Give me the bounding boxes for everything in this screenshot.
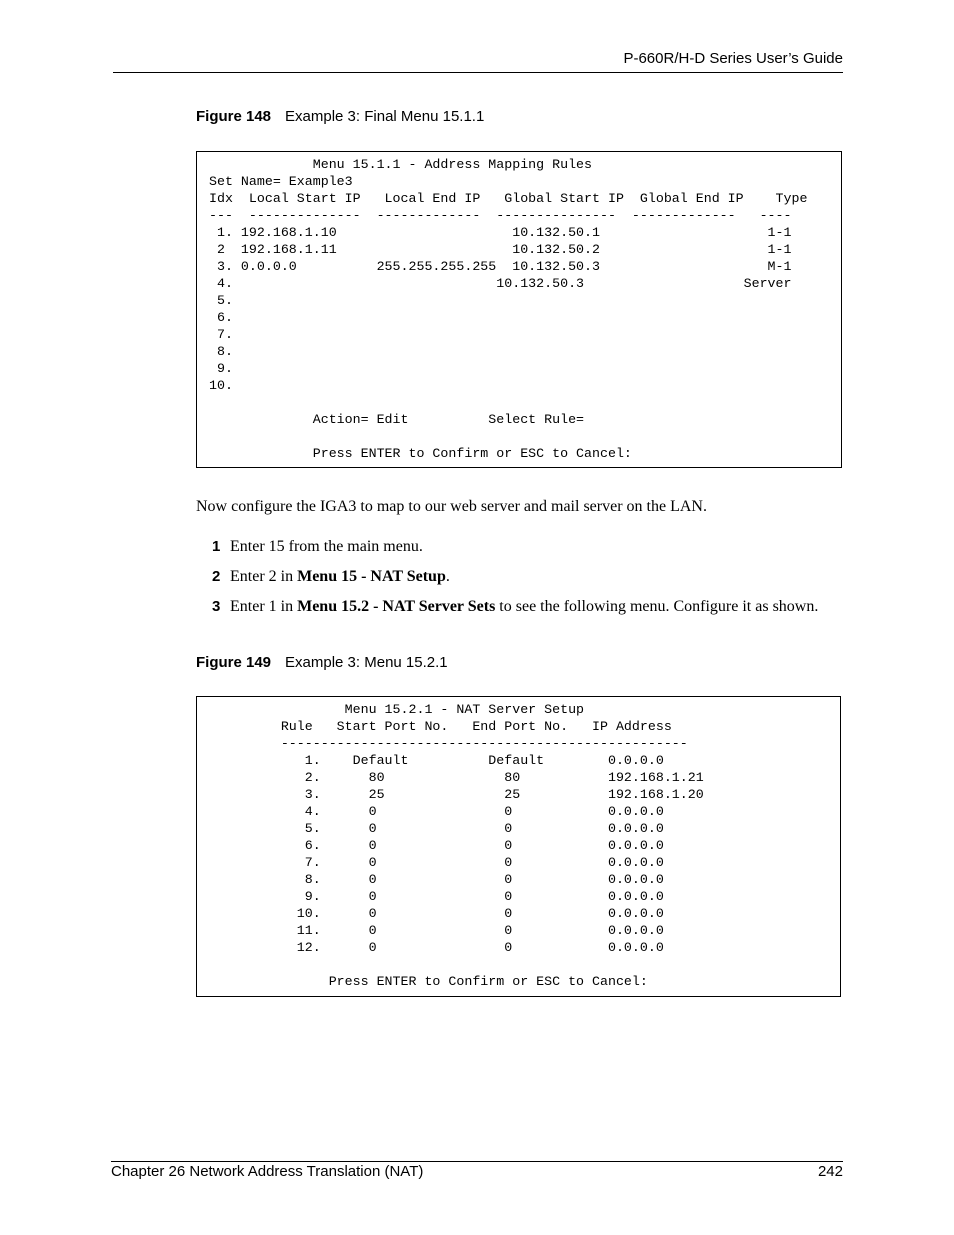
step-text: Enter 2 in xyxy=(230,568,298,585)
guide-title: P-660R/H-D Series User’s Guide xyxy=(623,50,843,67)
menu-15-2-1-text: Menu 15.2.1 - NAT Server Setup Rule Start Port No. End Port No. IP Address --------------------------------------------------- 1. Default Default 0.0.0.0 2. 80 80 192.168.1.21 3. 25 25 192.168.1.20 4. 0 0 0.0.0.0 5. 0 0 0.0.0.0 6. 0 0 0.0.0.0 7. 0 0 0.0.0.0 8. 0 0 0.0.0.0 9. 0 0 0.0.0.0 10. 0 0 0.0.0.0 11. 0 0 0.0.0.0 12. 0 0 0.0.0.0 Press ENTER to Confirm or ESC to Cancel: xyxy=(280,702,704,989)
step-number: 2 xyxy=(212,568,221,585)
figure-149-number: Figure 149 xyxy=(196,654,272,671)
chapter-title: Chapter 26 Network Address Translation (NAT) xyxy=(111,1163,424,1180)
step-2 xyxy=(196,567,846,587)
step-text: Enter 1 in xyxy=(230,598,298,615)
intro-paragraph: Now configure the IGA3 to map to our web server and mail server on the LAN. xyxy=(196,498,707,515)
figure-148-caption xyxy=(196,108,484,125)
step-list xyxy=(196,537,846,627)
step-text: Enter 15 from the main menu. xyxy=(230,538,423,555)
menu-15-1-1-text: Menu 15.1.1 - Address Mapping Rules Set Name= Example3 Idx Local Start IP Local End IP Global Start IP Global End IP Type --- -------------- ------------- --------------- ------------- ---- 1. 192.168.1.10 10.132.50.1 1-1 2 192.168.1.11 10.132.50.2 1-1 3. 0.0.0.0 255.255.255.255 10.132.50.3 M-1 4. 10.132.50.3 Server 5. 6. 7. 8. 9. 10. Action= Edit Select Rule= Press ENTER to Confirm or ESC to Cancel: xyxy=(209,157,808,461)
figure-149-caption xyxy=(196,654,448,671)
menu-reference: Menu 15.2 - NAT Server Sets xyxy=(297,598,496,615)
figure-148-number: Figure 148 xyxy=(196,108,272,125)
step-number: 1 xyxy=(212,538,221,555)
menu-15-1-1-screen xyxy=(196,151,842,468)
running-header xyxy=(113,50,843,73)
running-footer xyxy=(111,1161,843,1180)
menu-reference: Menu 15 - NAT Setup xyxy=(297,568,446,585)
step-3 xyxy=(196,597,846,617)
figure-149-title: Example 3: Menu 15.2.1 xyxy=(285,654,448,671)
menu-15-2-1-screen xyxy=(196,696,841,997)
step-number: 3 xyxy=(212,598,221,615)
page-number: 242 xyxy=(817,1163,843,1180)
figure-148-title: Example 3: Final Menu 15.1.1 xyxy=(285,108,485,125)
step-text-end: to see the following menu. Configure it as shown. xyxy=(495,598,819,615)
step-text-end: . xyxy=(445,568,450,585)
step-1 xyxy=(196,537,846,557)
